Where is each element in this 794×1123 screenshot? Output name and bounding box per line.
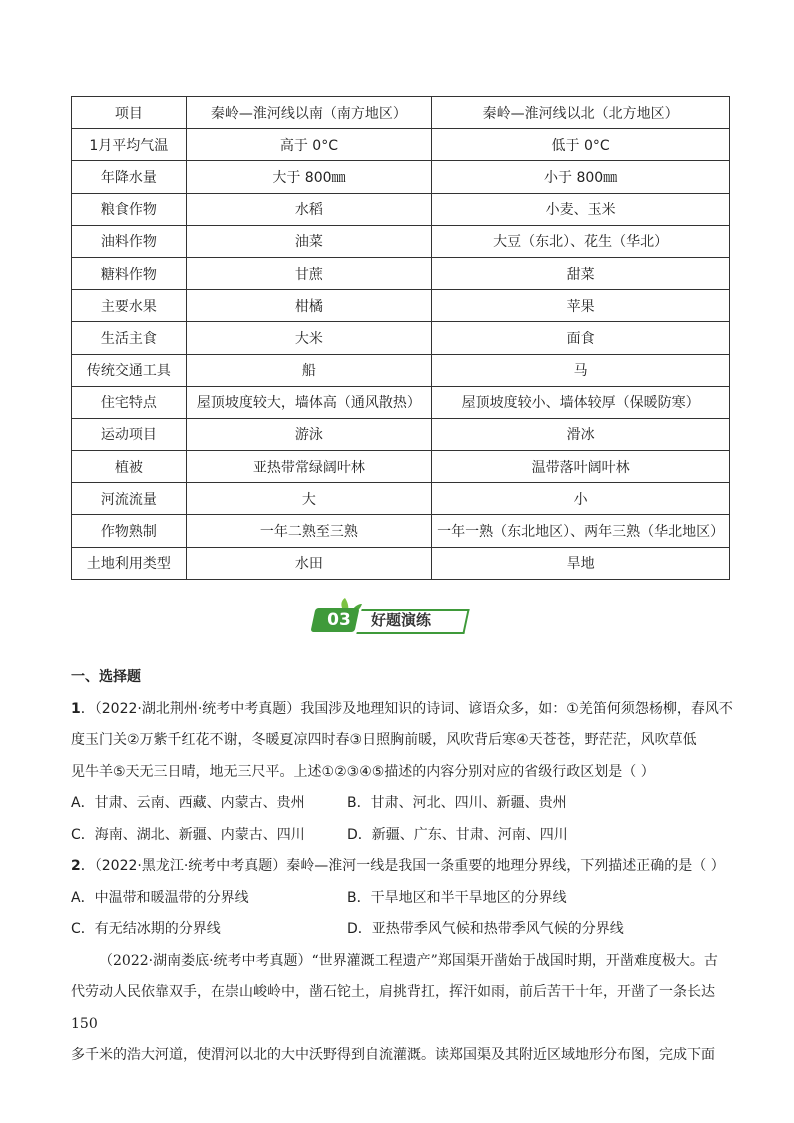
- table-cell: 一年二熟至三熟: [186, 515, 431, 547]
- table-cell: 主要水果: [72, 290, 187, 322]
- question-1-number: 1: [71, 700, 81, 717]
- table-cell: 屋顶坡度较小、墙体较厚（保暖防寒）: [432, 386, 730, 418]
- passage-line-1: （2022·湖南娄底·统考中考真题）“世界灌溉工程遗产”郑国渠开凿始于战国时期，开凿难度极大。古: [99, 952, 718, 969]
- table-cell: 柑橘: [186, 290, 431, 322]
- table-cell: 旱地: [432, 547, 730, 579]
- table-cell: 甜菜: [432, 257, 730, 289]
- table-row: [72, 225, 730, 257]
- table-cell: 小麦、玉米: [432, 193, 730, 225]
- table-cell: 运动项目: [72, 418, 187, 450]
- table-cell: 大豆（东北）、花生（华北）: [432, 225, 730, 257]
- table-cell: 大: [186, 483, 431, 515]
- table-cell: 一年一熟（东北地区）、两年三熟（华北地区）: [432, 515, 730, 547]
- table-cell: 住宅特点: [72, 386, 187, 418]
- question-2-options-row-1: [71, 883, 735, 915]
- table-header-row: [72, 97, 730, 129]
- table-cell: 马: [432, 354, 730, 386]
- table-cell: 小于 800㎜: [432, 161, 730, 193]
- option-a[interactable]: A．甘肃、云南、西藏、内蒙古、贵州: [71, 795, 305, 811]
- table-cell: 油菜: [186, 225, 431, 257]
- table-cell: 糖料作物: [72, 257, 187, 289]
- table-row: [72, 418, 730, 450]
- question-2-text: ．（2022·黑龙江·统考中考真题）秦岭—淮河一线是我国一条重要的地理分界线，下列描述正确的是（ ）: [80, 858, 725, 874]
- exercise-content: [71, 662, 735, 1072]
- table-cell: 低于 0°C: [432, 129, 730, 161]
- table-cell: 大于 800㎜: [186, 161, 431, 193]
- table-row: [72, 290, 730, 322]
- option-d[interactable]: D．亚热带季风气候和热带季风气候的分界线: [347, 921, 624, 937]
- table-cell: 船: [186, 354, 431, 386]
- table-row: [72, 386, 730, 418]
- table-cell: 水稻: [186, 193, 431, 225]
- section-banner: [313, 596, 473, 636]
- table-cell: 油料作物: [72, 225, 187, 257]
- question-1-line-2: 度玉门关②万紫千红花不谢，冬暖夏凉四时春③日照胸前暖，风吹背后寒④天苍苍，野茫茫，风吹草低: [71, 732, 697, 748]
- option-c[interactable]: C．海南、湖北、新疆、内蒙古、四川: [71, 826, 305, 843]
- question-1-line-3: 见牛羊⑤天无三日晴，地无三尺平。上述①②③④⑤描述的内容分别对应的省级行政区划是（ ）: [71, 763, 655, 780]
- header-cell-north: 秦岭—淮河线以北（北方地区）: [432, 97, 730, 129]
- banner-number: 03: [327, 610, 351, 630]
- question-1-line-1: [71, 694, 735, 726]
- table-row: [72, 354, 730, 386]
- question-2-line: [71, 851, 735, 883]
- table-cell: 高于 0°C: [186, 129, 431, 161]
- table-cell: 温带落叶阔叶林: [432, 451, 730, 483]
- option-b[interactable]: B．甘肃、河北、四川、新疆、贵州: [347, 795, 567, 811]
- header-cell-item: 项目: [72, 97, 187, 129]
- table-cell: 年降水量: [72, 161, 187, 193]
- table-row: [72, 322, 730, 354]
- table-cell: 屋顶坡度较大，墙体高（通风散热）: [186, 386, 431, 418]
- passage-line-2: 代劳动人民依靠双手，在崇山峻岭中，凿石铊土，肩挑背扛，挥汗如雨，前后苦干十年，开凿了一条长达 150: [71, 984, 715, 1032]
- table-cell: 水田: [186, 547, 431, 579]
- table-cell: 甘蔗: [186, 257, 431, 289]
- table-row: [72, 257, 730, 289]
- table-cell: 面食: [432, 322, 730, 354]
- table-cell: 亚热带常绿阔叶林: [186, 451, 431, 483]
- header-cell-south: 秦岭—淮河线以南（南方地区）: [186, 97, 431, 129]
- option-d[interactable]: D．新疆、广东、甘肃、河南、四川: [347, 826, 568, 843]
- comparison-table: [71, 96, 730, 580]
- question-1-options-row-2: [71, 820, 735, 852]
- table-row: [72, 129, 730, 161]
- question-1-text: ．（2022·湖北荆州·统考中考真题）我国涉及地理知识的诗词、谚语众多，如：①羌笛何须怨杨柳，春风不: [80, 700, 733, 717]
- table-row: [72, 547, 730, 579]
- table-cell: 传统交通工具: [72, 354, 187, 386]
- question-2-options-row-2: [71, 914, 735, 946]
- banner-label: 好题演练: [371, 611, 432, 629]
- table-cell: 大米: [186, 322, 431, 354]
- table-cell: 粮食作物: [72, 193, 187, 225]
- option-b[interactable]: B．干旱地区和半干旱地区的分界线: [347, 889, 567, 906]
- table-cell: 作物熟制: [72, 515, 187, 547]
- table-row: [72, 451, 730, 483]
- option-c[interactable]: C．有无结冰期的分界线: [71, 921, 221, 937]
- table-cell: 1月平均气温: [72, 129, 187, 161]
- table-cell: 河流流量: [72, 483, 187, 515]
- table-row: [72, 161, 730, 193]
- table-row: [72, 483, 730, 515]
- table-cell: 游泳: [186, 418, 431, 450]
- table-row: [72, 515, 730, 547]
- question-1-options-row-1: [71, 788, 735, 820]
- table-cell: 植被: [72, 451, 187, 483]
- question-2-number: 2: [71, 858, 81, 874]
- table-cell: 土地利用类型: [72, 547, 187, 579]
- table-row: [72, 193, 730, 225]
- option-a[interactable]: A．中温带和暖温带的分界线: [71, 889, 249, 906]
- passage-line-3: 多千米的浩大河道，使渭河以北的大中沃野得到自流灌溉。读郑国渠及其附近区域地形分布图，完成下面: [71, 1047, 715, 1063]
- table-cell: 苹果: [432, 290, 730, 322]
- table-cell: 生活主食: [72, 322, 187, 354]
- table-cell: 滑冰: [432, 418, 730, 450]
- table-body: [72, 97, 730, 580]
- section-title: 一、选择题: [71, 669, 141, 685]
- table-cell: 小: [432, 483, 730, 515]
